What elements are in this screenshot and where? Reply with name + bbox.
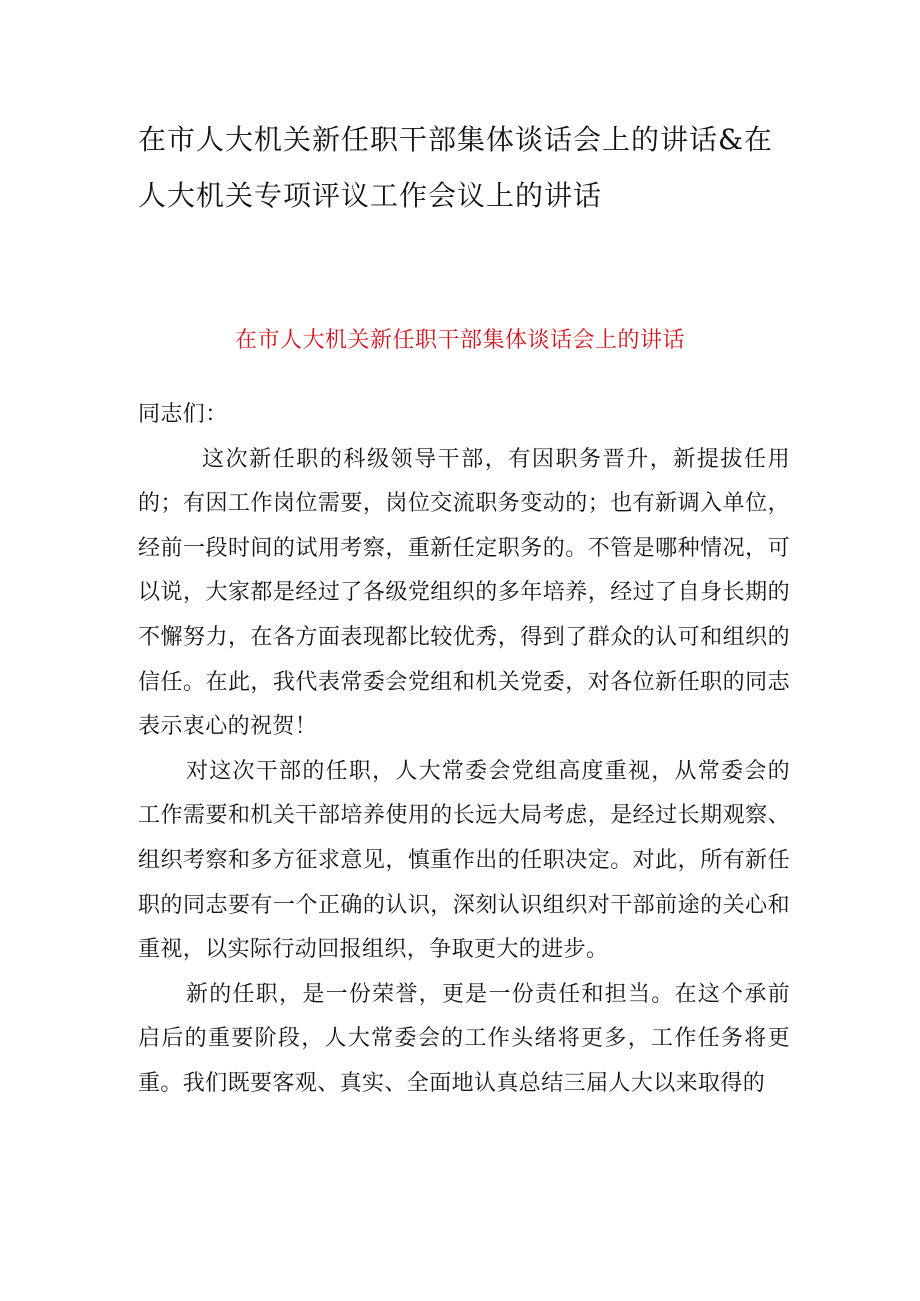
section-title: 在市人大机关新任职干部集体谈话会上的讲话: [234, 328, 685, 353]
document-title: 在市人大机关新任职干部集体谈话会上的讲话&在人大机关专项评议工作会议上的讲话: [138, 123, 773, 212]
paragraph-3: 新的任职，是一份荣誉，更是一份责任和担当。在这个承前启后的重要阶段，人大常委会的工作头绪将更多，工作任务将更重。我们既要客观、真实、全面地认真总结三届人大以来取得的: [138, 981, 790, 1096]
document-body: [138, 393, 790, 1107]
paragraph-2: 对这次干部的任职，人大常委会党组高度重视，从常委会的工作需要和机关干部培养使用的长远大局考虑，是经过长期观察、组织考察和多方征求意见，慎重作出的任职决定。对此，所有新任职的同志要有一个正确的认识，深刻认识组织对干部前途的关心和重视，以实际行动回报组织，争取更大的进步。: [138, 758, 790, 963]
paragraph-1: 这次新任职的科级领导干部，有因职务晋升，新提拔任用的；有因工作岗位需要，岗位交流职务变动的；也有新调入单位，经前一段时间的试用考察，重新任定职务的。不管是哪种情况，可以说，大家都是经过了各级党组织的多年培养，经过了自身长期的不懈努力，在各方面表现都比较优秀，得到了群众的认可和组织的信任。在此，我代表常委会党组和机关党委，对各位新任职的同志表示衷心的祝贺！: [138, 446, 790, 740]
salutation: 同志们：: [138, 402, 228, 427]
